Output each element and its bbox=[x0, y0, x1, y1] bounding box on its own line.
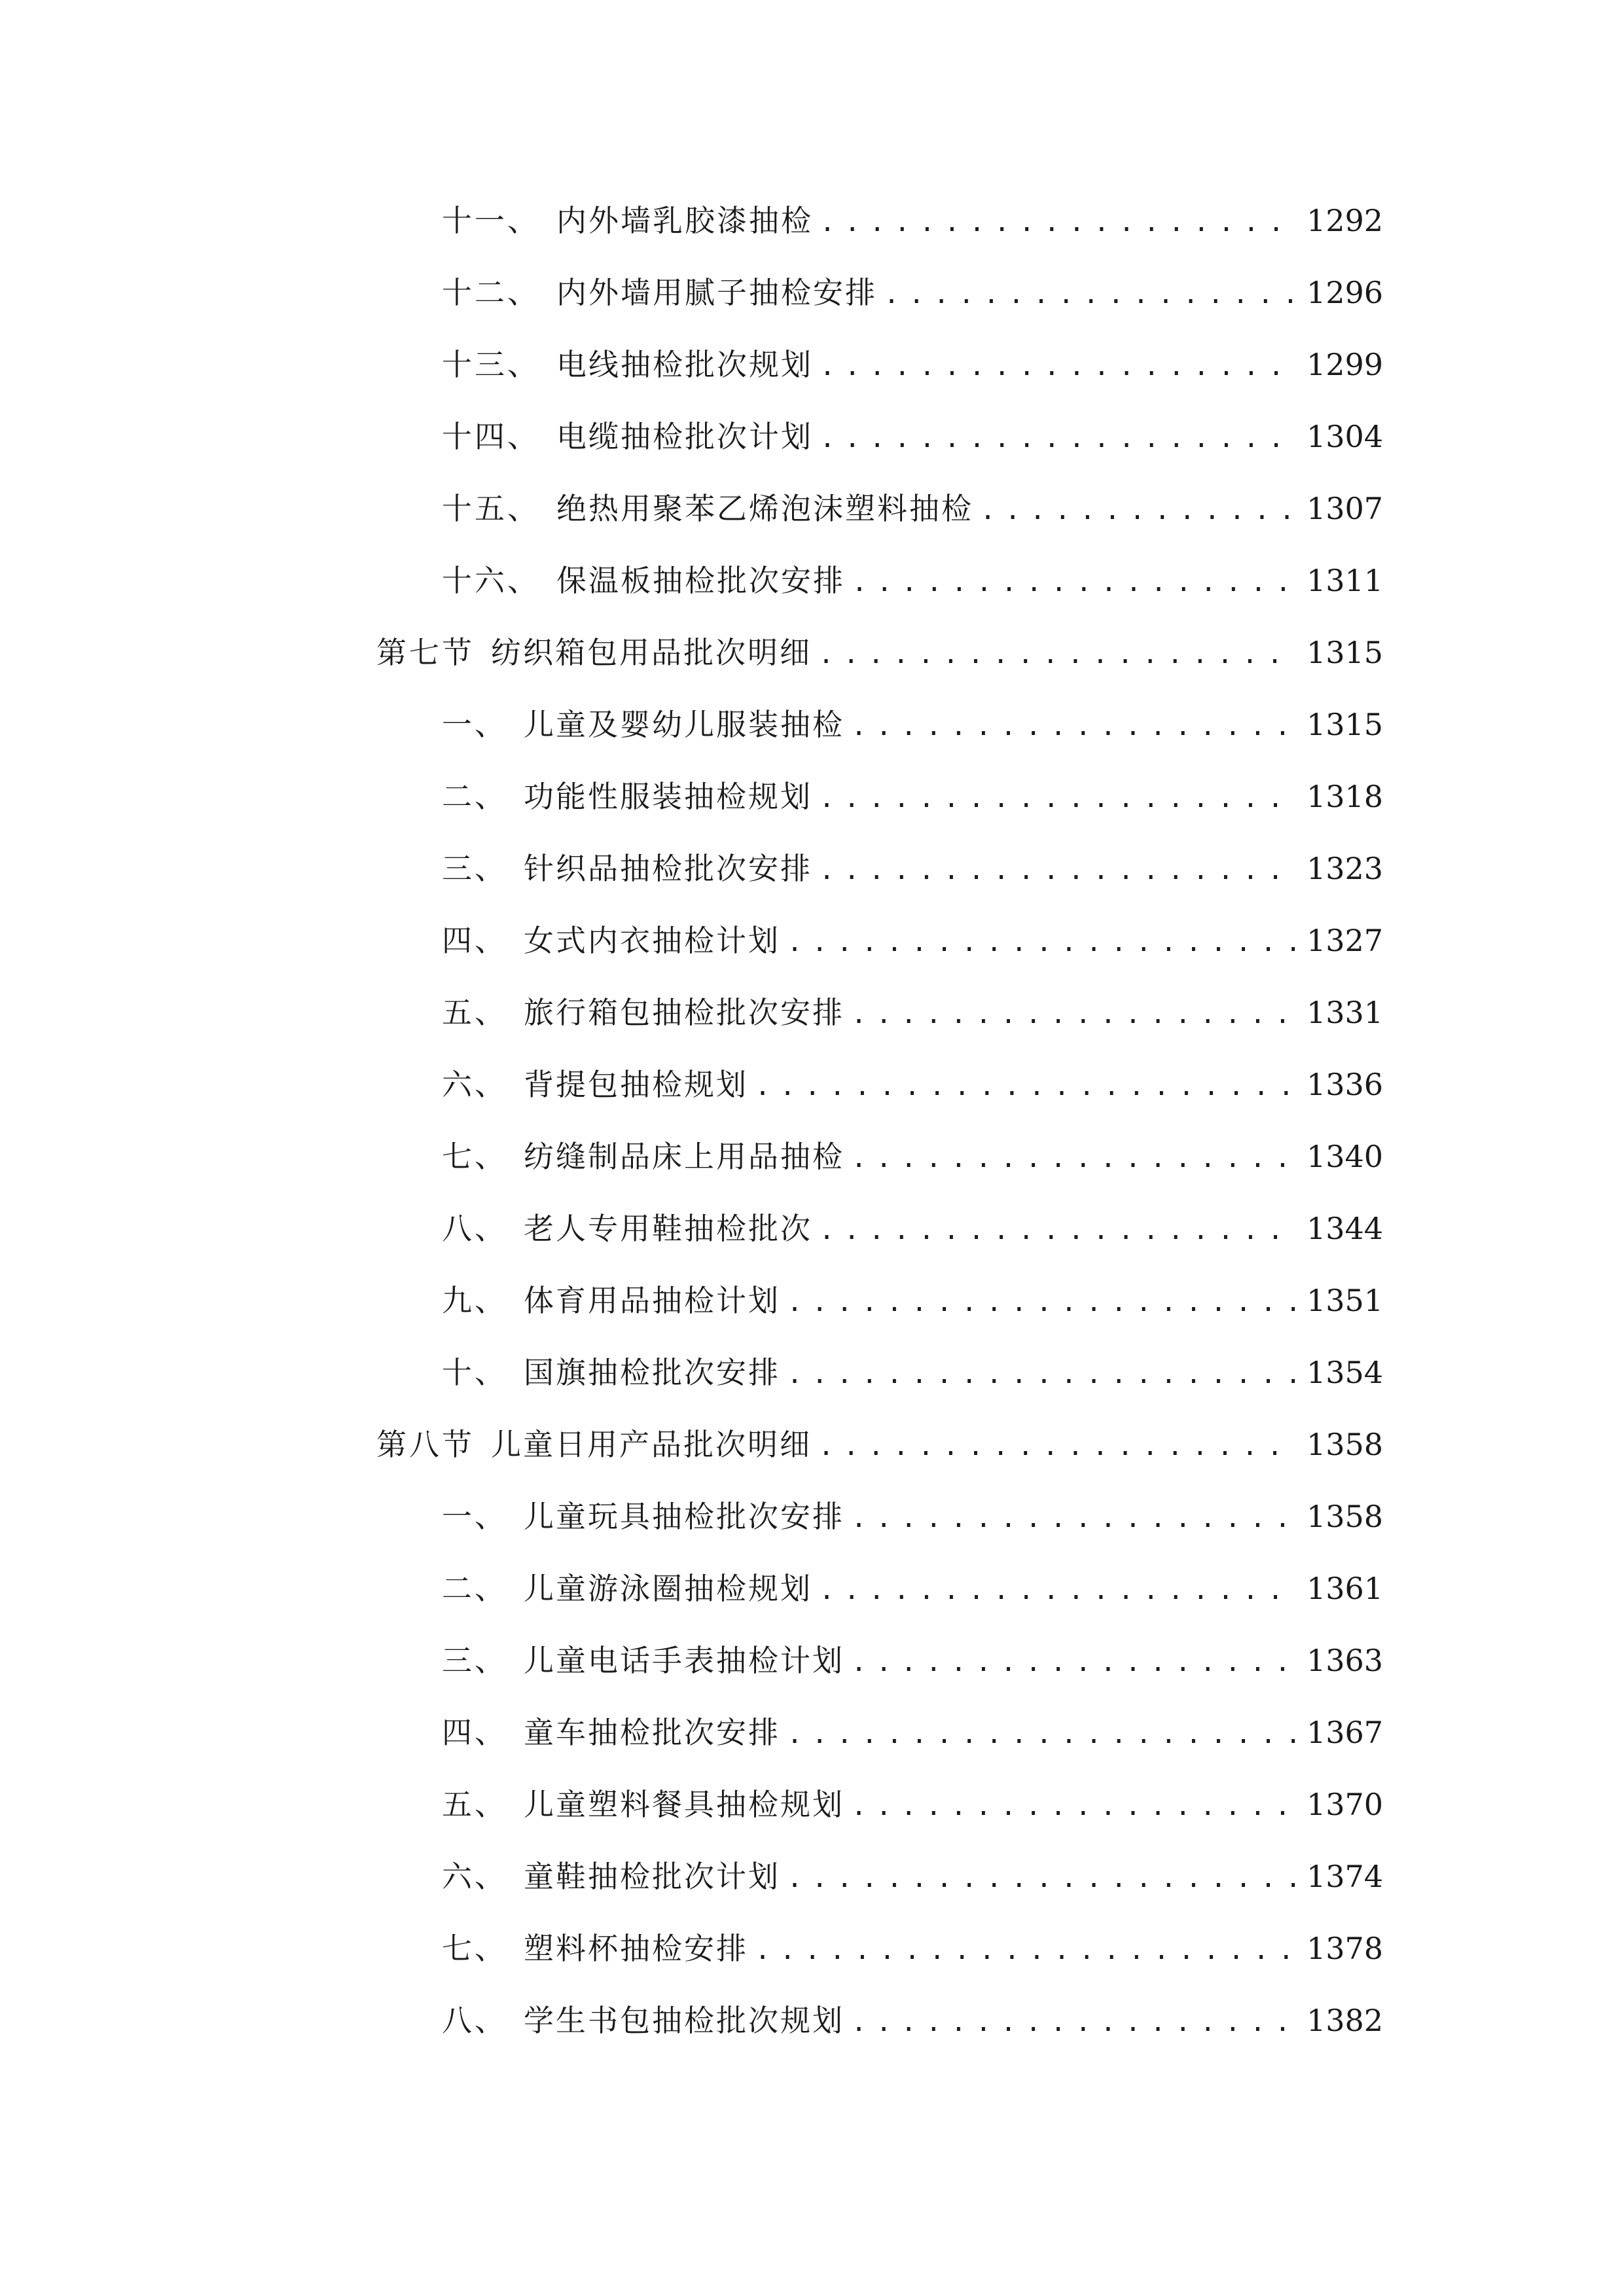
toc-entry-title: 背提包抽检规划 bbox=[524, 1067, 748, 1102]
dot-leader bbox=[851, 1996, 1297, 2049]
toc-entry[interactable] bbox=[442, 1850, 1384, 1903]
toc-entry-title: 国旗抽检批次安排 bbox=[524, 1355, 780, 1390]
toc-entry-page: 1370 bbox=[1307, 1787, 1384, 1822]
dot-leader bbox=[980, 484, 1297, 537]
toc-entry[interactable] bbox=[442, 1202, 1384, 1255]
toc-entry-title: 保温板抽检批次安排 bbox=[556, 563, 845, 598]
toc-entry-number: 二、 bbox=[442, 1571, 507, 1606]
toc-entry[interactable] bbox=[442, 842, 1384, 895]
toc-entry-title: 女式内衣抽检计划 bbox=[524, 923, 780, 958]
toc-entry-page: 1354 bbox=[1307, 1355, 1384, 1390]
toc-entry-page: 1292 bbox=[1307, 203, 1384, 238]
toc-entry-page: 1327 bbox=[1307, 923, 1384, 958]
toc-entry[interactable] bbox=[442, 1562, 1384, 1615]
toc-entry-page: 1315 bbox=[1307, 635, 1384, 670]
toc-entry-number: 十一、 bbox=[442, 203, 540, 238]
toc-entry-number: 八、 bbox=[442, 1211, 507, 1246]
toc-entry-number: 十、 bbox=[442, 1355, 507, 1390]
toc-entry-number: 十五、 bbox=[442, 491, 540, 526]
dot-leader bbox=[851, 1132, 1297, 1185]
toc-entry-title: 儿童玩具抽检批次安排 bbox=[524, 1499, 844, 1534]
toc-section-title: 儿童日用产品批次明细 bbox=[491, 1427, 812, 1462]
toc-entry-title: 学生书包抽检批次规划 bbox=[524, 2003, 844, 2038]
toc-entry-page: 1374 bbox=[1307, 1859, 1384, 1894]
toc-entry-page: 1378 bbox=[1307, 1931, 1384, 1966]
toc-entry-title: 内外墙乳胶漆抽检 bbox=[556, 203, 813, 238]
toc-entry-page: 1340 bbox=[1307, 1139, 1384, 1174]
toc-entry-title: 儿童塑料餐具抽检规划 bbox=[524, 1787, 844, 1822]
toc-entry-page: 1311 bbox=[1307, 563, 1384, 598]
dot-leader bbox=[755, 1924, 1297, 1977]
toc-entry-title: 绝热用聚苯乙烯泡沫塑料抽检 bbox=[556, 491, 973, 526]
toc-entry[interactable] bbox=[442, 194, 1384, 247]
toc-entry[interactable] bbox=[442, 266, 1384, 319]
dot-leader bbox=[851, 988, 1297, 1041]
toc-entry[interactable] bbox=[442, 986, 1384, 1039]
toc-entry-page: 1361 bbox=[1307, 1571, 1384, 1606]
toc-entry-number: 八、 bbox=[442, 2003, 507, 2038]
toc-entry-page: 1296 bbox=[1307, 275, 1384, 310]
toc-entry-number: 二、 bbox=[442, 779, 507, 814]
toc-entry-number: 四、 bbox=[442, 923, 507, 958]
toc-entry-number: 十四、 bbox=[442, 419, 540, 454]
toc-entry-number: 四、 bbox=[442, 1715, 507, 1750]
toc-entry-number: 一、 bbox=[442, 707, 507, 742]
toc-entry-title: 旅行箱包抽检批次安排 bbox=[524, 995, 844, 1030]
toc-section-entry[interactable] bbox=[376, 1418, 1384, 1471]
dot-leader bbox=[820, 340, 1297, 393]
toc-entry[interactable] bbox=[442, 554, 1384, 607]
toc-entry-number: 十六、 bbox=[442, 563, 540, 598]
toc-entry[interactable] bbox=[442, 1922, 1384, 1975]
toc-entry-number: 十二、 bbox=[442, 275, 540, 310]
toc-entry-title: 电线抽检批次规划 bbox=[556, 347, 813, 382]
toc-entry[interactable] bbox=[442, 1634, 1384, 1687]
toc-entry[interactable] bbox=[442, 338, 1384, 391]
toc-entry[interactable] bbox=[442, 1490, 1384, 1543]
toc-entry-page: 1351 bbox=[1307, 1283, 1384, 1318]
toc-entry-page: 1307 bbox=[1307, 491, 1384, 526]
toc-entry-page: 1331 bbox=[1307, 995, 1384, 1030]
dot-leader bbox=[819, 1204, 1297, 1257]
dot-leader bbox=[787, 1708, 1297, 1761]
toc-entry-title: 老人专用鞋抽检批次 bbox=[524, 1211, 812, 1246]
toc-entry-number: 五、 bbox=[442, 995, 507, 1030]
dot-leader bbox=[787, 1348, 1297, 1401]
dot-leader bbox=[787, 1276, 1297, 1329]
toc-entry-number: 三、 bbox=[442, 1643, 507, 1678]
dot-leader bbox=[819, 1564, 1297, 1617]
dot-leader bbox=[787, 1852, 1297, 1905]
toc-entry-title: 针织品抽检批次安排 bbox=[524, 851, 812, 886]
toc-entry-title: 功能性服装抽检规划 bbox=[524, 779, 812, 814]
dot-leader bbox=[884, 268, 1297, 321]
toc-section-number: 第八节 bbox=[376, 1427, 475, 1462]
toc-entry-title: 体育用品抽检计划 bbox=[524, 1283, 780, 1318]
toc-entry[interactable] bbox=[442, 698, 1384, 751]
toc-entry-page: 1344 bbox=[1307, 1211, 1384, 1246]
dot-leader bbox=[852, 556, 1297, 609]
toc-entry-page: 1382 bbox=[1307, 2003, 1384, 2038]
toc-entry-page: 1323 bbox=[1307, 851, 1384, 886]
toc-entry-number: 七、 bbox=[442, 1931, 507, 1966]
toc-entry-page: 1358 bbox=[1307, 1427, 1384, 1462]
toc-entry[interactable] bbox=[442, 914, 1384, 967]
toc-entry-title: 内外墙用腻子抽检安排 bbox=[556, 275, 877, 310]
toc-entry[interactable] bbox=[442, 1346, 1384, 1399]
toc-entry[interactable] bbox=[442, 1274, 1384, 1327]
dot-leader bbox=[851, 700, 1297, 753]
toc-entry-number: 五、 bbox=[442, 1787, 507, 1822]
toc-entry[interactable] bbox=[442, 1994, 1384, 2047]
toc-entry-page: 1367 bbox=[1307, 1715, 1384, 1750]
dot-leader bbox=[820, 412, 1297, 465]
dot-leader bbox=[755, 1060, 1297, 1113]
dot-leader bbox=[851, 1492, 1297, 1545]
toc-entry-number: 三、 bbox=[442, 851, 507, 886]
toc-entry-number: 十三、 bbox=[442, 347, 540, 382]
toc-entry-title: 儿童及婴幼儿服装抽检 bbox=[524, 707, 844, 742]
toc-entry[interactable] bbox=[442, 1058, 1384, 1111]
dot-leader bbox=[819, 844, 1297, 897]
toc-section-number: 第七节 bbox=[376, 635, 475, 670]
toc-entry-page: 1358 bbox=[1307, 1499, 1384, 1534]
toc-section-title: 纺织箱包用品批次明细 bbox=[491, 635, 812, 670]
toc-entry-title: 儿童电话手表抽检计划 bbox=[524, 1643, 844, 1678]
toc-entry-page: 1363 bbox=[1307, 1643, 1384, 1678]
toc-entry-page: 1304 bbox=[1307, 419, 1384, 454]
toc-section-entry[interactable] bbox=[376, 626, 1384, 679]
toc-entry[interactable] bbox=[442, 410, 1384, 463]
toc-entry-title: 儿童游泳圈抽检规划 bbox=[524, 1571, 812, 1606]
dot-leader bbox=[818, 1420, 1297, 1473]
toc-entry-number: 七、 bbox=[442, 1139, 507, 1174]
toc-entry[interactable] bbox=[442, 770, 1384, 823]
toc-entry-page: 1318 bbox=[1307, 779, 1384, 814]
dot-leader bbox=[818, 628, 1297, 681]
toc-entry-number: 六、 bbox=[442, 1859, 507, 1894]
toc-entry-number: 六、 bbox=[442, 1067, 507, 1102]
toc-entry-title: 电缆抽检批次计划 bbox=[556, 419, 813, 454]
dot-leader bbox=[820, 196, 1297, 249]
toc-entry-title: 纺缝制品床上用品抽检 bbox=[524, 1139, 844, 1174]
dot-leader bbox=[851, 1636, 1297, 1689]
toc-entry-title: 塑料杯抽检安排 bbox=[524, 1931, 748, 1966]
toc-entry-page: 1315 bbox=[1307, 707, 1384, 742]
dot-leader bbox=[787, 916, 1297, 969]
toc-entry[interactable] bbox=[442, 1130, 1384, 1183]
toc-entry[interactable] bbox=[442, 482, 1384, 535]
toc-entry-title: 童车抽检批次安排 bbox=[524, 1715, 780, 1750]
dot-leader bbox=[819, 772, 1297, 825]
dot-leader bbox=[851, 1780, 1297, 1833]
toc-entry-number: 一、 bbox=[442, 1499, 507, 1534]
toc-entry[interactable] bbox=[442, 1778, 1384, 1831]
toc-entry-number: 九、 bbox=[442, 1283, 507, 1318]
toc-entry-page: 1336 bbox=[1307, 1067, 1384, 1102]
toc-entry[interactable] bbox=[442, 1706, 1384, 1759]
toc-entry-page: 1299 bbox=[1307, 347, 1384, 382]
toc-entry-title: 童鞋抽检批次计划 bbox=[524, 1859, 780, 1894]
